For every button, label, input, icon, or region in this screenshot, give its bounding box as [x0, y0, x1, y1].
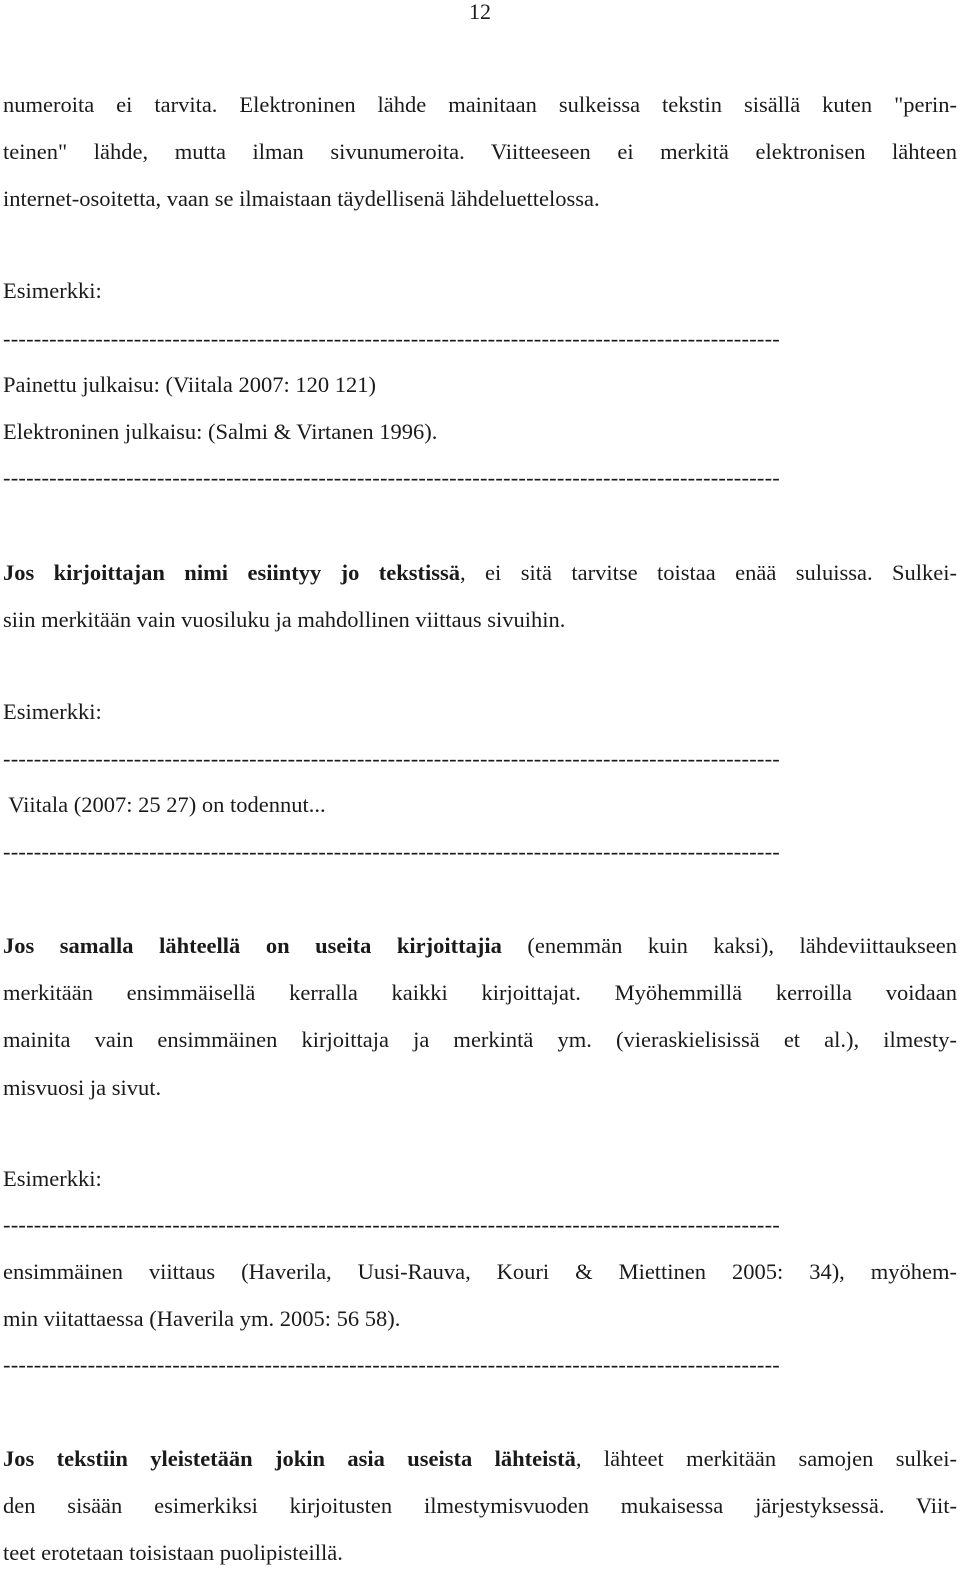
page-number: 12 — [469, 0, 491, 24]
paragraph-line: teinen" lähde, mutta ilman sivunumeroita. Viitteeseen ei merkitä elektronisen lähteen — [3, 139, 957, 165]
dashed-separator: ----------------------------------------------------------------------------------------------------- — [3, 465, 780, 490]
paragraph-text: , ei sitä tarvitse toistaa enää suluissa. Sulkei- — [460, 560, 958, 585]
example-block-1-body — [3, 362, 957, 455]
example-block-2 — [3, 689, 957, 736]
paragraph-line: den sisään esimerkiksi kirjoitusten ilmestymisvuoden mukaisessa järjestyksessä. Viit- — [3, 1493, 957, 1519]
example-heading: Esimerkki: — [3, 278, 102, 303]
paragraph-line: mainita vain ensimmäinen kirjoittaja ja merkintä ym. (vieraskielisissä et al.), ilmesty- — [3, 1027, 957, 1053]
example-line-first-citation: ensimmäinen viittaus (Haverila, Uusi-Rauva, Kouri & Miettinen 2005: 34), myöhem- — [3, 1259, 957, 1284]
paragraph-line — [3, 1435, 957, 1482]
example-heading: Esimerkki: — [3, 1166, 102, 1191]
paragraph-line: numeroita ei tarvita. Elektroninen lähde mainitaan sulkeissa tekstin sisällä kuten "perin- — [3, 92, 957, 117]
bold-rule-heading: Jos kirjoittajan nimi esiintyy jo tekstissä — [3, 560, 461, 585]
dashed-separator: ----------------------------------------------------------------------------------------------------- — [3, 746, 780, 771]
paragraph-multiple-authors — [3, 922, 957, 1111]
paragraph-text: , lähteet merkitään samojen sulkei- — [575, 1446, 958, 1471]
paragraph-multiple-sources — [3, 1435, 957, 1577]
example-line-electronic: Elektroninen julkaisu: (Salmi & Virtanen 1996). — [3, 418, 438, 444]
paragraph-line: teet erotetaan toisistaan puolipisteillä. — [3, 1540, 343, 1566]
example-line-citation: Viitala (2007: 25 27) on todennut... — [3, 792, 332, 817]
example-block-1 — [3, 268, 957, 315]
bold-rule-heading: Jos samalla lähteellä on useita kirjoittajia — [3, 933, 502, 958]
bold-rule-heading: Jos tekstiin yleistetään jokin asia useista lähteistä — [3, 1446, 576, 1471]
dashed-separator: ----------------------------------------------------------------------------------------------------- — [3, 1212, 780, 1237]
paragraph-line: misvuosi ja sivut. — [3, 1074, 162, 1100]
paragraph-line — [3, 549, 957, 596]
paragraph-line: siin merkitään vain vuosiluku ja mahdollinen viittaus sivuihin. — [3, 607, 566, 633]
paragraph-line: internet-osoitetta, vaan se ilmaistaan täydellisenä lähdeluettelossa. — [3, 186, 600, 212]
paragraph-author-in-text — [3, 549, 957, 643]
paragraph-line — [3, 922, 957, 969]
example-block-3-body — [3, 1248, 957, 1342]
example-line-printed: Painettu julkaisu: (Viitala 2007: 120 121) — [3, 372, 376, 397]
example-block-2-body — [3, 782, 957, 829]
paragraph-electronic-source — [3, 81, 957, 223]
example-heading: Esimerkki: — [3, 699, 102, 724]
paragraph-text: (enemmän kuin kaksi), lähdeviittaukseen — [501, 933, 957, 958]
example-block-3 — [3, 1156, 957, 1203]
example-line-later-citation: min viitattaessa (Haverila ym. 2005: 56 58). — [3, 1306, 401, 1332]
dashed-separator: ----------------------------------------------------------------------------------------------------- — [3, 1352, 780, 1377]
paragraph-line: merkitään ensimmäisellä kerralla kaikki kirjoittajat. Myöhemmillä kerroilla voidaan — [3, 980, 957, 1006]
dashed-separator: ----------------------------------------------------------------------------------------------------- — [3, 326, 780, 351]
dashed-separator: ----------------------------------------------------------------------------------------------------- — [3, 839, 780, 864]
